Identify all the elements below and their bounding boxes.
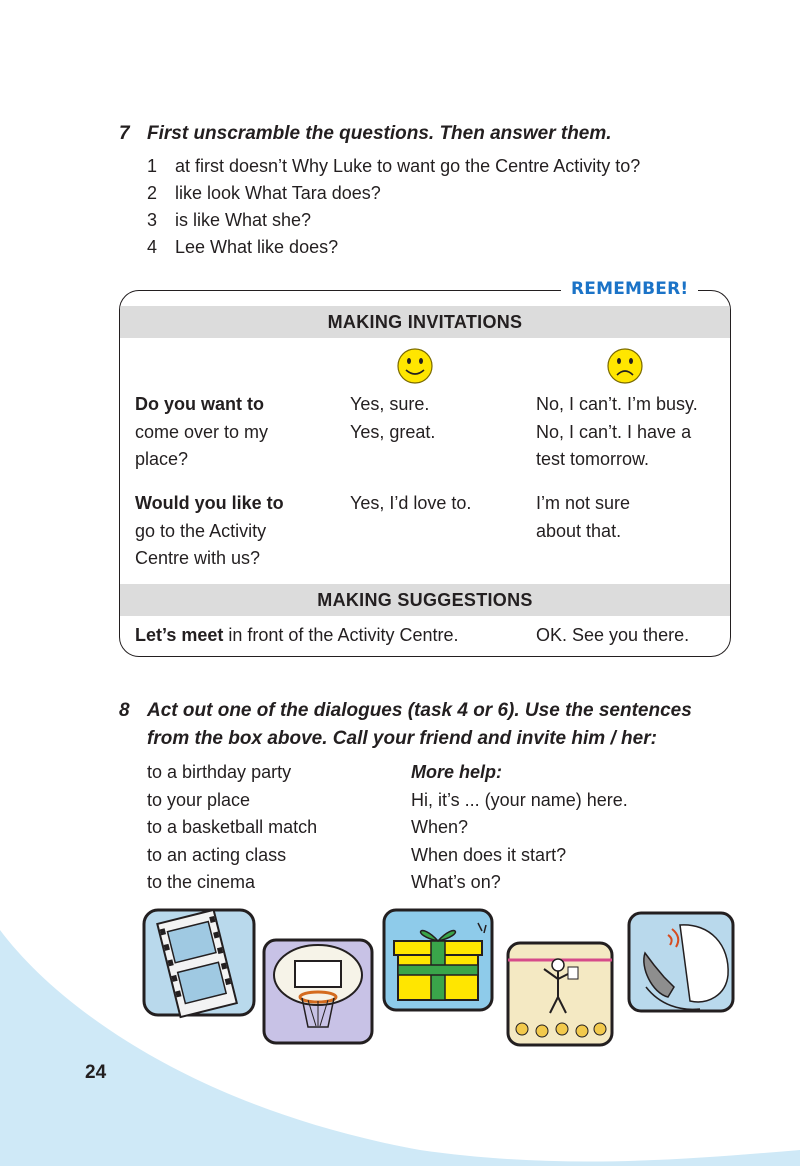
list-item: When does it start?	[411, 844, 567, 865]
film-strip-icon	[144, 910, 254, 1017]
telephone-call-icon	[629, 913, 733, 1011]
question-text: is like What she?	[175, 210, 312, 230]
invitation-1-lead: Do you want to	[135, 394, 264, 414]
task-7-number: 7	[119, 123, 130, 144]
reply-yes-sure: Yes, sure.	[350, 394, 430, 414]
invitations-heading: MAKING INVITATIONS	[120, 306, 730, 338]
invitation-2-line-3: Centre with us?	[135, 548, 261, 568]
list-item: to a basketball match	[147, 817, 318, 837]
question-text: like look What Tara does?	[175, 183, 381, 203]
pictures-row	[140, 905, 740, 1050]
suggestion-sentence	[135, 622, 458, 650]
list-item: to a birthday party	[147, 762, 292, 782]
suggestion-lead: Let’s meet	[135, 625, 224, 645]
gift-box-icon	[384, 910, 492, 1010]
invitation-2-negative-reply	[536, 490, 630, 545]
smiley-happy-icon	[396, 347, 434, 385]
invitation-1-positive-replies	[350, 391, 435, 446]
suggestion-rest: in front of the Activity Centre.	[223, 625, 459, 645]
suggestion-reply: OK. See you there.	[536, 625, 690, 645]
smiley-sad-icon	[606, 347, 644, 385]
invitation-1-negative-replies	[536, 391, 698, 474]
reply-not-sure-line-1: I’m not sure	[536, 493, 631, 513]
invitation-1	[135, 391, 268, 474]
list-item	[147, 153, 640, 180]
question-number: 1	[147, 156, 158, 176]
list-item: What’s on?	[411, 872, 501, 892]
invitation-1-line-3: place?	[135, 449, 189, 469]
invitation-1-line-2: come over to my	[135, 421, 269, 442]
list-item: to the cinema	[147, 872, 256, 892]
task-8-number: 8	[119, 700, 130, 721]
question-number: 4	[147, 237, 158, 257]
reply-busy: No, I can’t. I’m busy.	[536, 394, 698, 414]
more-help-title: More help:	[411, 762, 503, 782]
question-number: 2	[147, 183, 158, 203]
invitation-2	[135, 490, 284, 573]
question-text: Lee What like does?	[175, 237, 339, 257]
actor-on-stage-icon	[508, 943, 612, 1045]
more-help-list	[411, 759, 628, 897]
invitation-2-lead: Would you like to	[135, 493, 284, 513]
list-item: to your place	[147, 789, 251, 810]
question-text: at first doesn’t Why Luke to want go the Centre Activity to?	[175, 156, 641, 176]
list-item	[147, 180, 640, 207]
remember-box	[119, 290, 731, 657]
reply-yes-great: Yes, great.	[350, 421, 436, 442]
invitation-2-positive-reply	[350, 490, 471, 518]
task-8-instruction-line-2: from the box above. Call your friend and invite him / her:	[147, 728, 657, 749]
reply-test-line-2: test tomorrow.	[536, 449, 650, 469]
list-item	[147, 207, 640, 234]
suggestions-heading: MAKING SUGGESTIONS	[120, 584, 730, 616]
remember-label: REMEMBER!	[561, 276, 698, 302]
question-number: 3	[147, 210, 158, 230]
task-8-instruction-line-1: Act out one of the dialogues (task 4 or 6). Use the sentences	[147, 700, 692, 721]
reply-love-to: Yes, I’d love to.	[350, 493, 472, 513]
reply-not-sure-line-2: about that.	[536, 520, 622, 541]
list-item	[147, 234, 640, 261]
basketball-hoop-icon	[264, 940, 372, 1043]
task-7-question-list	[147, 153, 640, 261]
task-8-instruction	[147, 697, 692, 753]
list-item: Hi, it’s ... (your name) here.	[411, 789, 628, 810]
places-list	[147, 759, 317, 897]
task-7-instruction: First unscramble the questions. Then answer them.	[147, 123, 612, 144]
list-item: When?	[411, 817, 469, 837]
page-number: 24	[85, 1062, 107, 1083]
list-item: to an acting class	[147, 844, 287, 865]
reply-test-line-1: No, I can’t. I have a	[536, 421, 692, 442]
invitation-2-line-2: go to the Activity	[135, 520, 267, 541]
